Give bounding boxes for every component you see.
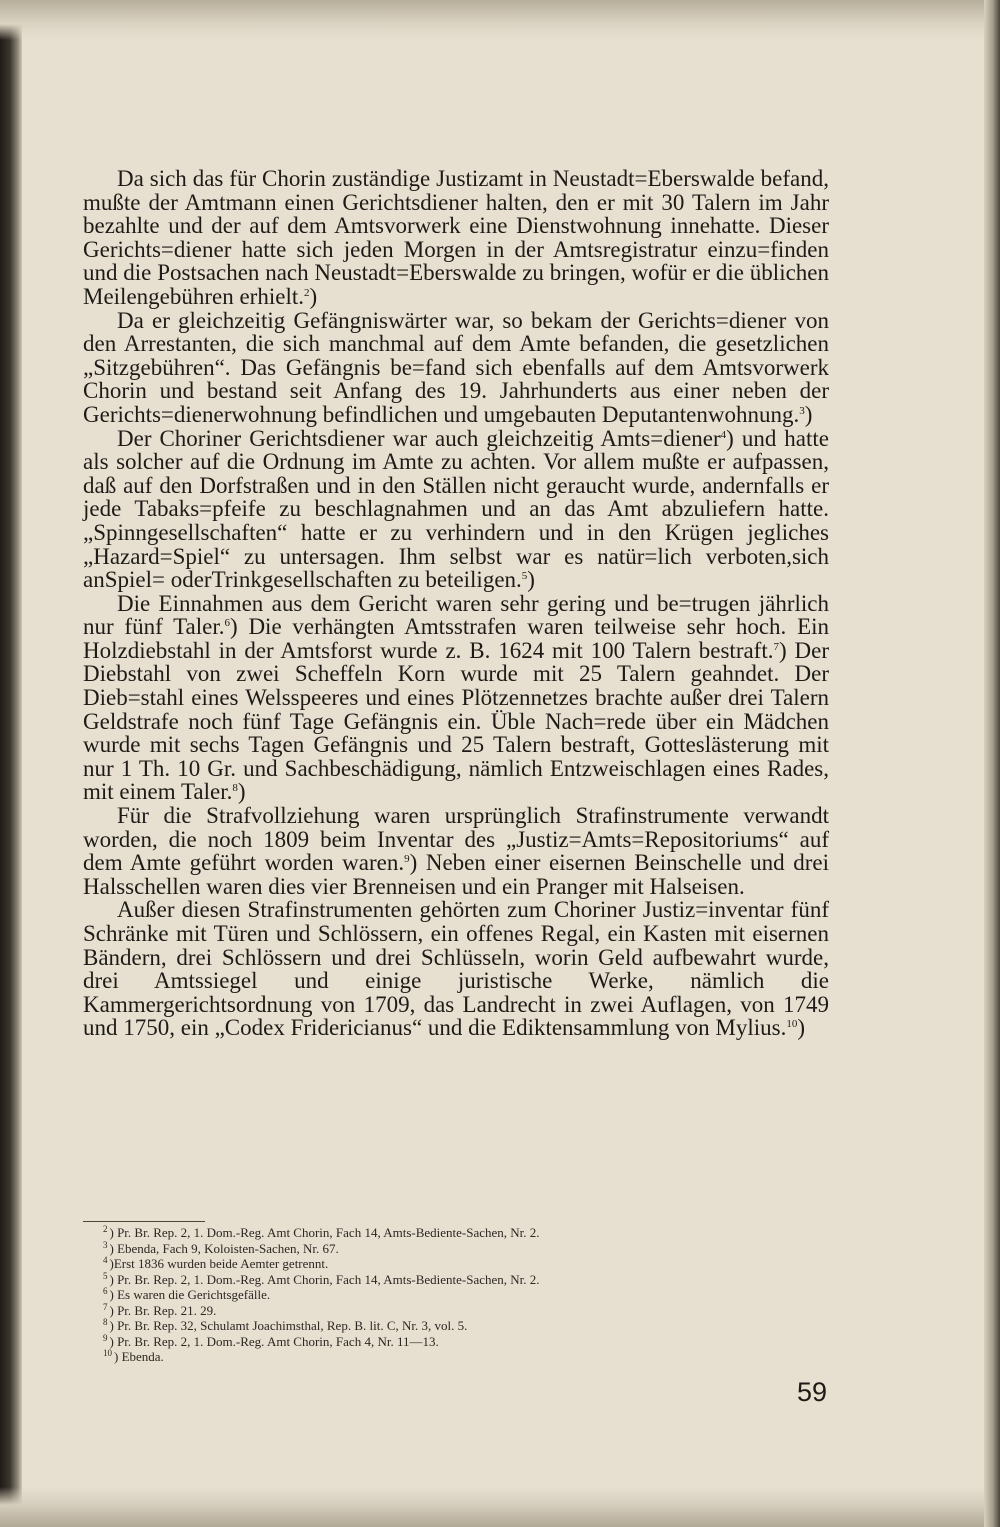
paragraph-text: und hatte als solcher auf die Ordnung im Amte zu achten. Vor allem mußte er aufpassen, daß auf den Dorfstraßen und in den Ställen nicht geraucht wurde, andernfalls er jede Tabaks=pfeife zu beschlagnahmen und an das Amt abzuliefern hatte. „Spinngesellschaften“ hatte er zu verhindern und in den Krügen jegliches „Hazard=Spiel“ zu untersagen. Ihm selbst war es natür=lich verboten,sich anSpiel= oderTrinkgesellschaften zu beteiligen. (83, 425, 829, 593)
footnote-number: 8 (103, 1317, 108, 1327)
paragraph-text: Die verhängten Amtsstrafen waren teilweise sehr hoch. Ein Holzdiebstahl in der Amtsforst wurde z. B. 1624 mit 100 Talern bestraft. (83, 614, 830, 663)
footnote (103, 1303, 843, 1319)
paragraph-text: Da sich das für Chorin zuständige Justizamt in Neustadt=Eberswalde befand, mußte der Amtmann einen Gerichtsdiener halten, den er mit 30 Talern im Jahr bezahlte und der auf dem Amtsvorwerk eine Dienstwohnung innehatte. Dieser Gerichts=diener hatte sich jeden Morgen in der Amtsregistratur einzu=finden und die Postsachen nach Neustadt=Eberswalde zu bringen, wofür er die üblichen Meilengebühren erhielt. (83, 166, 829, 309)
footnote-text: ) Es waren die Gerichtsgefälle. (109, 1287, 271, 1302)
footnote-ref: 4 (720, 428, 727, 441)
footnote-ref: 10 (786, 1018, 798, 1031)
page-top-edge (0, 0, 1000, 40)
footnote (103, 1349, 843, 1365)
footnote-text: ) Pr. Br. Rep. 2, 1. Dom.-Reg. Amt Chorin, Fach 14, Amts-Bediente-Sachen, Nr. 2. (109, 1225, 540, 1240)
footnote-ref: 3 (799, 404, 805, 417)
paragraph: Der Choriner Gerichtsdiener war auch gleichzeitig Amts=diener$^4$) und hatte als solcher auf die Ordnung im Amte zu achten. Vor allem mußte er aufpassen, daß auf den Dorfstraßen und in den Ställen nicht geraucht wurde, andernfalls er jede Tabaks=pfeife zu beschlagnahmen und an das Amt abzuliefern hatte. „Spinngesellschaften“ hatte er zu verhindern und in den Krügen jegliches „Hazard=Spiel“ zu untersagen. Ihm selbst war es natür=lich verboten,sich anSpiel= oderTrinkgesellschaften zu beteiligen.$^5$) (83, 425, 829, 593)
footnote-number: 4 (103, 1255, 108, 1265)
footnote-number: 3 (103, 1239, 108, 1250)
footnote-ref: 9 (404, 853, 410, 866)
footnote (103, 1334, 843, 1350)
footnote (103, 1256, 843, 1272)
page-number: 59 (797, 1377, 828, 1407)
paragraph: Für die Strafvollziehung waren ursprünglich Strafinstrumente verwandt worden, die noch 1809 beim Inventar des „Justiz=Amts=Repositoriums“ auf dem Amte geführt worden waren.$^9$) Neben einer eisernen Beinschelle und drei Halsschellen waren dies vier Brenneisen und ein Pranger mit Halseisen. (83, 803, 829, 899)
footnote-text: ) Pr. Br. Rep. 21. 29. (109, 1302, 217, 1318)
footnote (103, 1225, 843, 1241)
footnote-ref: 7 (773, 640, 779, 653)
footnote-number: 9 (103, 1332, 108, 1343)
paragraph: Da sich das für Chorin zuständige Justizamt in Neustadt=Eberswalde befand, mußte der Amtmann einen Gerichtsdiener halten, den er mit 30 Talern im Jahr bezahlte und der auf dem Amtsvorwerk eine Dienstwohnung innehatte. Dieser Gerichts=diener hatte sich jeden Morgen in der Amtsregistratur einzu=finden und die Postsachen nach Neustadt=Eberswalde zu bringen, wofür er die üblichen Meilengebühren erhielt.$^2$) (83, 166, 829, 309)
paragraph-text: Für die Strafvollziehung waren ursprünglich Strafinstrumente verwandt worden, die noch 1809 beim Inventar des „Justiz=Amts=Repositoriums“ auf dem Amte geführt worden waren. (83, 803, 829, 876)
footnote-text: ) Pr. Br. Rep. 32, Schulamt Joachimsthal, Rep. B. lit. C, Nr. 3, vol. 5. (109, 1318, 468, 1333)
footnote-ref: 6 (224, 617, 230, 630)
footnote-separator (83, 1221, 205, 1222)
paragraph: Außer diesen Strafinstrumenten gehörten zum Choriner Justiz=inventar fünf Schränke mit Türen und Schlössern, ein offenes Regal, ein Kasten mit eisernen Bändern, drei Schlössern und drei Schlüsseln, worin Geld aufbewahrt wurde, drei Amtssiegel und einige juristische Werke, nämlich die Kammergerichtsordnung von 1709, das Landrecht in zwei Auflagen, von 1749 und 1750, ein „Codex Fridericianus“ und die Ediktensammlung von Mylius.$^{10}$) (83, 897, 829, 1041)
paragraph-text: Neben einer eisernen Beinschelle und drei Halsschellen waren dies vier Brenneisen und ein Pranger mit Halseisen. (83, 850, 829, 899)
footnote-text: ) Pr. Br. Rep. 2, 1. Dom.-Reg. Amt Chorin, Fach 4, Nr. 11—13. (109, 1333, 439, 1349)
paragraph-text: Da er gleichzeitig Gefängniswärter war, so bekam der Gerichts=diener von den Arrestanten, die sich manchmal auf dem Amte befanden, die gesetzlichen „Sitzgebühren“. Das Gefängnis be=fand sich ebenfalls auf dem Amtsvorwerk Chorin und bestand seit Anfang des 19. Jahrhunderts aus einer neben der Gerichts=dienerwohnung befindlichen und umgebauten Deputantenwohnung. (83, 307, 829, 427)
footnote-text: ) Ebenda, Fach 9, Koloisten-Sachen, Nr. 67. (109, 1240, 339, 1256)
book-spine-shadow (0, 0, 22, 1527)
paragraph-text: Die Einnahmen aus dem Gericht waren sehr gering und be=trugen jährlich nur fünf Taler. (83, 590, 829, 640)
page-bottom-edge (0, 1487, 1000, 1527)
footnote-number: 2 (103, 1224, 108, 1234)
footnote-number: 5 (103, 1270, 108, 1281)
footnote (103, 1241, 843, 1257)
footnotes (103, 1225, 843, 1365)
paragraph: Da er gleichzeitig Gefängniswärter war, so bekam der Gerichts=diener von den Arrestanten, die sich manchmal auf dem Amte befanden, die gesetzlichen „Sitzgebühren“. Das Gefängnis be=fand sich ebenfalls auf dem Amtsvorwerk Chorin und bestand seit Anfang des 19. Jahrhunderts aus einer neben der Gerichts=dienerwohnung befindlichen und umgebauten Deputantenwohnung.$^3$) (83, 307, 829, 427)
main-text (83, 167, 829, 1040)
footnote-number: 7 (103, 1301, 108, 1312)
footnote (103, 1272, 843, 1288)
footnote-text: ) Ebenda. (114, 1349, 164, 1364)
footnote-ref: 5 (521, 570, 528, 583)
paragraph: Die Einnahmen aus dem Gericht waren sehr gering und be=trugen jährlich nur fünf Taler.$^6$) Die verhängten Amtsstrafen waren teilweise sehr hoch. Ein Holzdiebstahl in der Amtsforst wurde z. B. 1624 mit 100 Talern bestraft.$^7$) Der Diebstahl von zwei Scheffeln Korn wurde mit 25 Talern geahndet. Der Dieb=stahl eines Welsspeeres und eines Plötzennetzes brachte außer drei Talern Geldstrafe noch fünf Tage Gefängnis ein. Üble Nach=rede über ein Mädchen wurde mit sechs Tagen Gefängnis und 25 Talern bestraft, Gotteslästerung mit nur 1 Th. 10 Gr. und Sachbeschädigung, nämlich Entzweischlagen eines Rades, mit einem Taler.$^8$) (83, 590, 830, 805)
paragraph-text: Außer diesen Strafinstrumenten gehörten zum Choriner Justiz=inventar fünf Schränke mit Türen und Schlössern, ein offenes Regal, ein Kasten mit eisernen Bändern, drei Schlössern und drei Schlüsseln, worin Geld aufbewahrt wurde, drei Amtssiegel und einige juristische Werke, nämlich die Kammergerichtsordnung von 1709, das Landrecht in zwei Auflagen, von 1749 und 1750, ein „Codex Fridericianus“ und die Ediktensammlung von Mylius. (83, 897, 829, 1041)
footnote-number: 10 (103, 1348, 112, 1358)
footnote-number: 6 (103, 1286, 108, 1296)
footnote-text: ) Pr. Br. Rep. 2, 1. Dom.-Reg. Amt Chorin, Fach 14, Amts-Bediente-Sachen, Nr. 2. (109, 1271, 540, 1287)
footnote-ref: 8 (232, 782, 238, 795)
footnote (103, 1318, 843, 1334)
footnote (103, 1287, 843, 1303)
footnote-ref: 2 (303, 286, 310, 299)
paragraph-text: Der Diebstahl von zwei Scheffeln Korn wurde mit 25 Talern geahndet. Der Dieb=stahl eines Welsspeeres und eines Plötzennetzes brachte außer drei Talern Geldstrafe noch fünf Tage Gefängnis ein. Üble Nach=rede über ein Mädchen wurde mit sechs Tagen Gefängnis und 25 Talern bestraft, Gotteslästerung mit nur 1 Th. 10 Gr. und Sachbeschädigung, nämlich Entzweischlagen eines Rades, mit einem Taler. (83, 637, 829, 805)
footnote-text: )Erst 1836 wurden beide Aemter getrennt. (109, 1256, 329, 1271)
paragraph-text: Der Choriner Gerichtsdiener war auch gleichzeitig Amts=diener (117, 425, 721, 451)
page-right-edge (984, 0, 1000, 1527)
